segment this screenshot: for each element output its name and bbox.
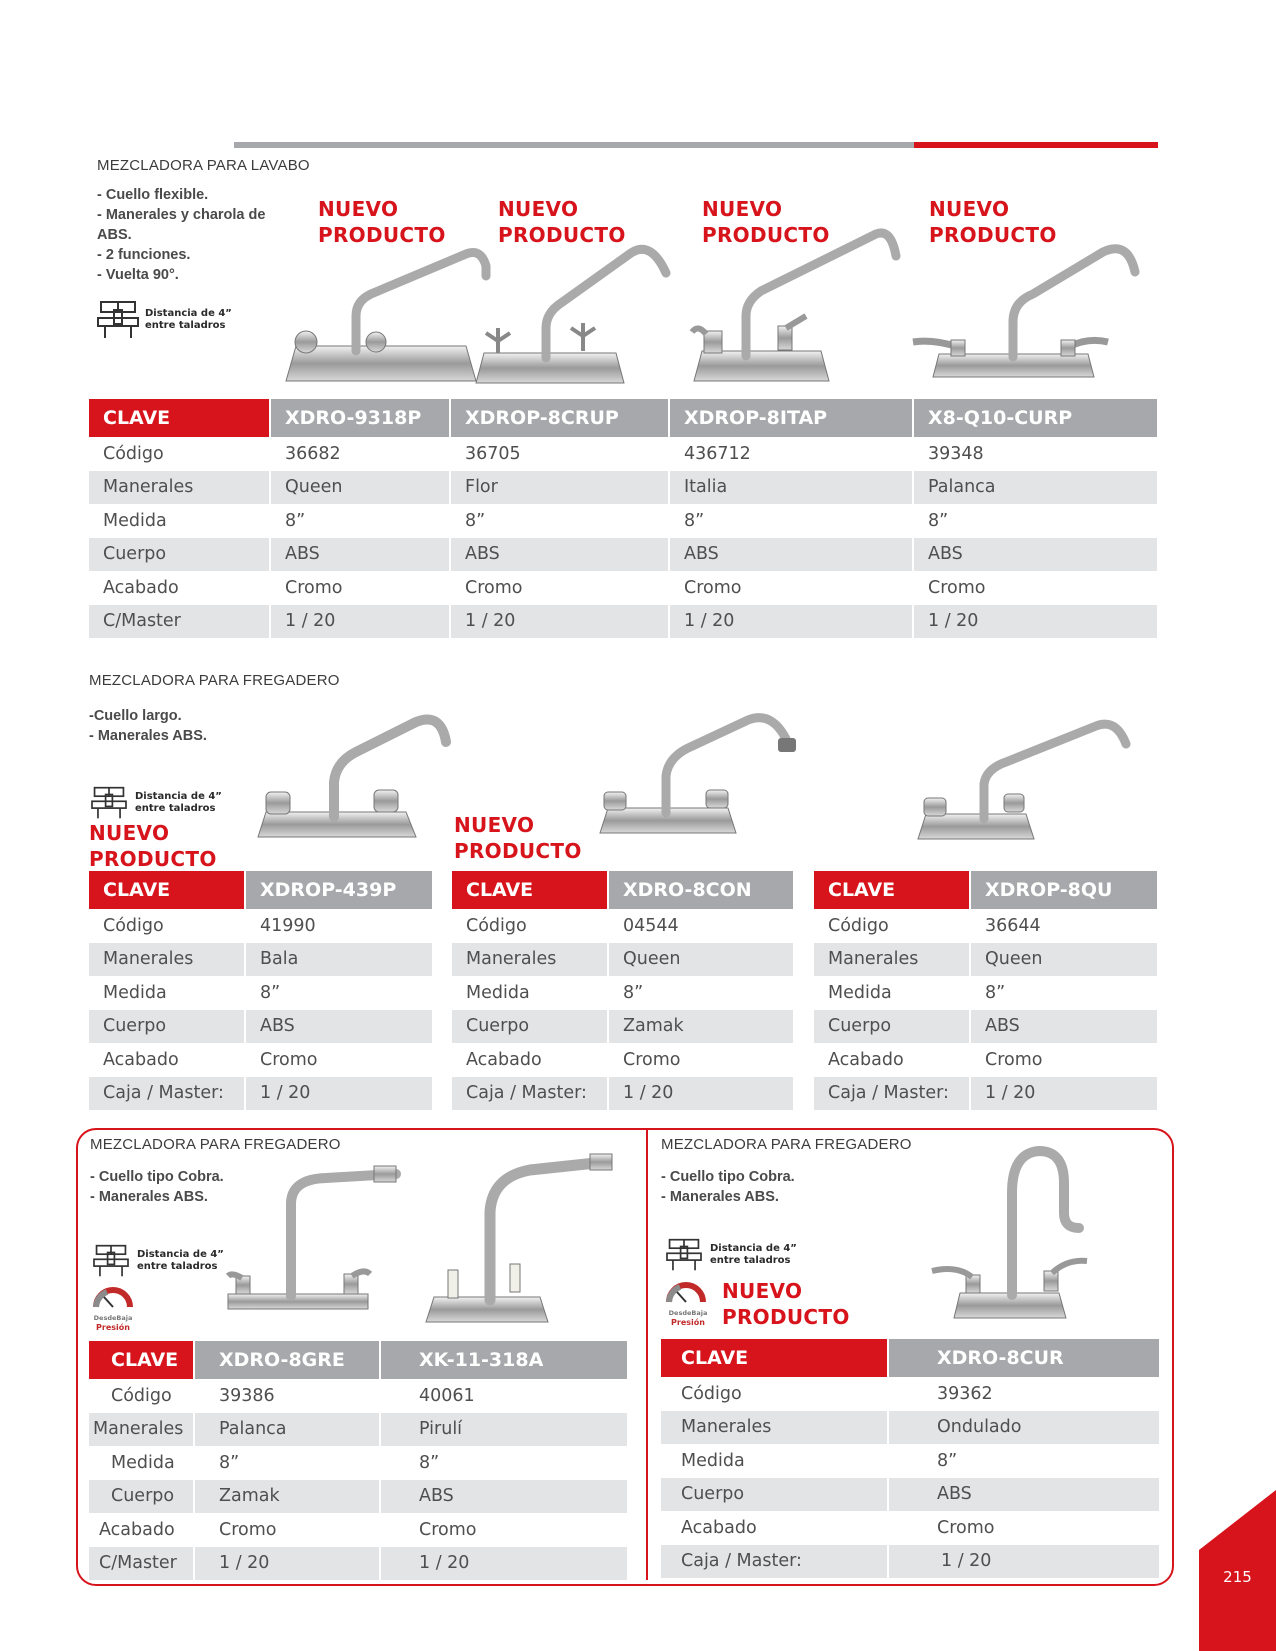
model-code: XDROP-439P — [246, 871, 434, 909]
drill-distance-icon — [664, 1238, 704, 1272]
table-row — [89, 976, 434, 1010]
feature-line: - Manerales ABS. — [661, 1189, 779, 1205]
table-cell: 8” — [914, 504, 1159, 538]
table-cell: Zamak — [609, 1010, 795, 1044]
table-cell: Cuerpo — [452, 1010, 609, 1044]
table-header-row — [814, 871, 1159, 909]
table-cell: 8” — [670, 504, 914, 538]
cobra-left-title: MEZCLADORA PARA FREGADERO — [90, 1136, 341, 1153]
drill-distance-badge — [91, 1244, 224, 1278]
table-row — [661, 1545, 1161, 1579]
low-pressure-badge — [92, 1287, 134, 1332]
table-cell: Caja / Master: — [814, 1077, 971, 1111]
table-cell: 8” — [271, 504, 451, 538]
feature-line: - Manerales y charola de — [97, 207, 266, 223]
table-cell: 1 / 20 — [889, 1545, 1161, 1579]
new-product-badge — [89, 820, 217, 872]
feature-line: - 2 funciones. — [97, 247, 191, 263]
table-cell: ABS — [971, 1010, 1159, 1044]
faucet-image-xdro-8gre — [226, 1164, 406, 1314]
table-row — [89, 1480, 629, 1514]
table-row — [89, 437, 1159, 471]
cobra-right-title: MEZCLADORA PARA FREGADERO — [661, 1136, 912, 1153]
table-cell: Manerales — [89, 1413, 195, 1447]
table-header-row — [89, 399, 1159, 437]
pressure-label-line: DesdeBaja — [93, 1314, 133, 1322]
table-row — [814, 1043, 1159, 1077]
new-product-label: PRODUCTO — [702, 223, 830, 247]
faucet-image-xk-11-318a — [420, 1152, 620, 1327]
table-cell: Medida — [89, 976, 246, 1010]
table-row — [89, 1513, 629, 1547]
table-row — [814, 1077, 1159, 1111]
table-cell: Queen — [971, 943, 1159, 977]
table-cell: 1 / 20 — [914, 605, 1159, 639]
cobra-right-spec-table — [661, 1339, 1161, 1578]
faucet-image-xdrop-8itap — [686, 226, 916, 386]
table-row — [89, 471, 1159, 505]
table-header-row — [661, 1339, 1161, 1377]
table-cell: Cromo — [195, 1513, 381, 1547]
clave-header: CLAVE — [814, 871, 971, 909]
table-cell: 39386 — [195, 1379, 381, 1413]
new-product-label: PRODUCTO — [454, 839, 582, 863]
pressure-label-line: Presión — [96, 1323, 130, 1332]
pressure-gauge-icon — [665, 1282, 707, 1304]
model-code: XDRO-8GRE — [195, 1341, 381, 1379]
table-header-row — [89, 871, 434, 909]
new-product-label: NUEVO — [89, 821, 170, 845]
table-cell: Cromo — [246, 1043, 434, 1077]
drill-distance-icon — [89, 786, 129, 820]
new-product-label: PRODUCTO — [318, 223, 446, 247]
new-product-label: NUEVO — [929, 197, 1010, 221]
drill-distance-icon — [91, 1244, 131, 1278]
table-cell: Pirulí — [381, 1413, 629, 1447]
new-product-badge — [454, 812, 582, 864]
page-tab — [1199, 1550, 1276, 1651]
table-cell: Italia — [670, 471, 914, 505]
table-row — [89, 538, 1159, 572]
table-row — [661, 1377, 1161, 1411]
table-cell: 36682 — [271, 437, 451, 471]
model-code: XDROP-8CRUP — [451, 399, 670, 437]
table-row — [89, 1413, 629, 1447]
table-cell: Cromo — [271, 571, 451, 605]
fregadero-section-title: MEZCLADORA PARA FREGADERO — [89, 672, 340, 689]
drill-label-line: entre taladros — [145, 320, 226, 331]
pressure-label-line: DesdeBaja — [668, 1309, 708, 1317]
table-cell: 8” — [889, 1444, 1161, 1478]
model-code: XDRO-8CUR — [889, 1339, 1161, 1377]
new-product-label: PRODUCTO — [929, 223, 1057, 247]
new-product-label: PRODUCTO — [722, 1305, 850, 1329]
feature-line: - Cuello flexible. — [97, 187, 209, 203]
clave-header: CLAVE — [89, 399, 271, 437]
clave-header: CLAVE — [89, 871, 246, 909]
new-product-label: PRODUCTO — [498, 223, 626, 247]
drill-distance-badge — [89, 786, 222, 820]
table-cell: 36705 — [451, 437, 670, 471]
table-row — [452, 1043, 795, 1077]
table-cell: Manerales — [89, 471, 271, 505]
table-cell: Queen — [609, 943, 795, 977]
table-row — [814, 943, 1159, 977]
table-cell: 04544 — [609, 909, 795, 943]
table-cell: Manerales — [89, 943, 246, 977]
table-cell: Ondulado — [889, 1411, 1161, 1445]
table-row — [452, 976, 795, 1010]
table-row — [452, 943, 795, 977]
cobra-left-features — [90, 1167, 224, 1207]
table-cell: 40061 — [381, 1379, 629, 1413]
feature-line: - Manerales ABS. — [90, 1189, 208, 1205]
table-cell: 1 / 20 — [271, 605, 451, 639]
model-code: XDROP-8ITAP — [670, 399, 914, 437]
low-pressure-badge — [665, 1282, 711, 1327]
cobra-left-spec-table — [89, 1341, 629, 1580]
table-row — [661, 1511, 1161, 1545]
feature-line: - Cuello tipo Cobra. — [90, 1169, 224, 1185]
table-cell: Manerales — [661, 1411, 889, 1445]
table-cell: ABS — [246, 1010, 434, 1044]
table-cell: Cromo — [451, 571, 670, 605]
new-product-label: NUEVO — [702, 197, 783, 221]
model-code: XDRO-8CON — [609, 871, 795, 909]
table-cell: ABS — [271, 538, 451, 572]
table-cell: Acabado — [814, 1043, 971, 1077]
table-cell: Caja / Master: — [89, 1077, 246, 1111]
table-row — [89, 1446, 629, 1480]
table-row — [89, 909, 434, 943]
table-cell: 1 / 20 — [670, 605, 914, 639]
faucet-image-xdro-8cur — [924, 1143, 1094, 1323]
table-cell: 1 / 20 — [609, 1077, 795, 1111]
faucet-image-xdrop-439p — [256, 712, 466, 842]
drill-distance-icon — [97, 300, 139, 340]
fregadero-spec-table-1 — [89, 871, 434, 1110]
table-cell: 436712 — [670, 437, 914, 471]
table-row — [89, 1379, 629, 1413]
table-row — [661, 1478, 1161, 1512]
table-cell: Acabado — [661, 1511, 889, 1545]
page-tab-corner — [1199, 1490, 1276, 1550]
table-row — [452, 909, 795, 943]
table-cell: 41990 — [246, 909, 434, 943]
table-cell: ABS — [381, 1480, 629, 1514]
table-row — [452, 1077, 795, 1111]
feature-line: - Manerales ABS. — [89, 728, 207, 744]
table-cell: 1 / 20 — [246, 1077, 434, 1111]
table-cell: Medida — [89, 1446, 195, 1480]
table-row — [452, 1010, 795, 1044]
table-cell: Queen — [271, 471, 451, 505]
table-cell: 36644 — [971, 909, 1159, 943]
table-cell: Medida — [89, 504, 271, 538]
table-row — [89, 943, 434, 977]
table-cell: ABS — [451, 538, 670, 572]
table-cell: Código — [89, 909, 246, 943]
clave-header: CLAVE — [89, 1341, 195, 1379]
cobra-right-features — [661, 1167, 795, 1207]
table-cell: C/Master — [89, 1547, 195, 1581]
table-cell: 1 / 20 — [195, 1547, 381, 1581]
table-cell: Código — [89, 1379, 195, 1413]
new-product-label: NUEVO — [454, 813, 535, 837]
table-cell: Código — [89, 437, 271, 471]
table-cell: 8” — [451, 504, 670, 538]
fregadero-features — [89, 706, 207, 746]
table-row — [89, 571, 1159, 605]
pressure-gauge-icon — [92, 1287, 134, 1309]
table-cell: ABS — [914, 538, 1159, 572]
new-product-badge — [318, 196, 446, 248]
drill-label-line: Distancia de 4” — [710, 1243, 797, 1254]
table-cell: Cromo — [381, 1513, 629, 1547]
table-row — [89, 1077, 434, 1111]
drill-distance-badge — [97, 300, 232, 340]
table-cell: Medida — [661, 1444, 889, 1478]
table-cell: Cuerpo — [661, 1478, 889, 1512]
table-cell: 8” — [246, 976, 434, 1010]
pressure-label-line: Presión — [671, 1318, 705, 1327]
new-product-badge — [722, 1278, 850, 1330]
table-row — [814, 1010, 1159, 1044]
feature-line: -Cuello largo. — [89, 708, 182, 724]
table-cell: Caja / Master: — [661, 1545, 889, 1579]
table-cell: 8” — [609, 976, 795, 1010]
table-row — [814, 909, 1159, 943]
table-cell: Código — [452, 909, 609, 943]
table-cell: Manerales — [814, 943, 971, 977]
table-cell: Cuerpo — [814, 1010, 971, 1044]
drill-label-line: Distancia de 4” — [145, 308, 232, 319]
table-cell: Cromo — [670, 571, 914, 605]
new-product-label: PRODUCTO — [89, 847, 217, 871]
lavabo-features — [97, 185, 265, 285]
faucet-image-x8-q10-curp — [903, 232, 1153, 382]
table-cell: ABS — [670, 538, 914, 572]
table-cell: 8” — [381, 1446, 629, 1480]
table-cell: Acabado — [452, 1043, 609, 1077]
fregadero-spec-table-3 — [814, 871, 1159, 1110]
new-product-label: NUEVO — [318, 197, 399, 221]
table-cell: Cromo — [914, 571, 1159, 605]
table-cell: Zamak — [195, 1480, 381, 1514]
drill-label-line: entre taladros — [137, 1261, 218, 1272]
clave-header: CLAVE — [452, 871, 609, 909]
clave-header: CLAVE — [661, 1339, 889, 1377]
model-code: XDROP-8QU — [971, 871, 1159, 909]
faucet-image-xdrop-8qu — [916, 714, 1136, 844]
table-header-row — [89, 1341, 629, 1379]
table-cell: Código — [661, 1377, 889, 1411]
faucet-image-xdro-8con — [598, 708, 818, 843]
drill-distance-badge — [664, 1238, 797, 1272]
new-product-label: NUEVO — [498, 197, 579, 221]
table-cell: Cromo — [971, 1043, 1159, 1077]
model-code: XDRO-9318P — [271, 399, 451, 437]
table-cell: Palanca — [914, 471, 1159, 505]
feature-line: - Cuello tipo Cobra. — [661, 1169, 795, 1185]
table-cell: Palanca — [195, 1413, 381, 1447]
drill-label-line: Distancia de 4” — [135, 791, 222, 802]
fregadero-spec-table-2 — [452, 871, 795, 1110]
table-cell: Manerales — [452, 943, 609, 977]
table-cell: 8” — [195, 1446, 381, 1480]
cobra-section-divider — [646, 1128, 648, 1580]
table-cell: Acabado — [89, 571, 271, 605]
table-cell: Acabado — [89, 1513, 195, 1547]
table-cell: Flor — [451, 471, 670, 505]
feature-line: ABS. — [97, 227, 132, 243]
table-cell: 1 / 20 — [381, 1547, 629, 1581]
table-cell: 1 / 20 — [971, 1077, 1159, 1111]
new-product-label: NUEVO — [722, 1279, 803, 1303]
top-rule-gray — [234, 142, 914, 148]
table-row — [814, 976, 1159, 1010]
table-cell: 39362 — [889, 1377, 1161, 1411]
table-cell: Caja / Master: — [452, 1077, 609, 1111]
top-rule-red — [914, 142, 1158, 148]
table-cell: 39348 — [914, 437, 1159, 471]
table-cell: Cuerpo — [89, 1480, 195, 1514]
lavabo-section-title: MEZCLADORA PARA LAVABO — [97, 157, 310, 174]
table-cell: Cuerpo — [89, 538, 271, 572]
table-cell: Medida — [452, 976, 609, 1010]
table-cell: C/Master — [89, 605, 271, 639]
table-cell: Medida — [814, 976, 971, 1010]
faucet-image-xdrop-8crup — [466, 238, 696, 388]
drill-label-line: Distancia de 4” — [137, 1249, 224, 1260]
table-row — [661, 1444, 1161, 1478]
feature-line: - Vuelta 90°. — [97, 267, 179, 283]
table-cell: 8” — [971, 976, 1159, 1010]
table-row — [661, 1411, 1161, 1445]
table-cell: Cromo — [889, 1511, 1161, 1545]
table-cell: Código — [814, 909, 971, 943]
drill-label-line: entre taladros — [710, 1255, 791, 1266]
drill-label-line: entre taladros — [135, 803, 216, 814]
table-row — [89, 1547, 629, 1581]
table-cell: Cromo — [609, 1043, 795, 1077]
table-cell: Acabado — [89, 1043, 246, 1077]
table-row — [89, 504, 1159, 538]
table-cell: Bala — [246, 943, 434, 977]
table-cell: Cuerpo — [89, 1010, 246, 1044]
table-row — [89, 1010, 434, 1044]
table-row — [89, 1043, 434, 1077]
page-number: 215 — [1223, 1568, 1252, 1586]
model-code: XK-11-318A — [381, 1341, 629, 1379]
lavabo-spec-table — [89, 399, 1159, 638]
table-cell: ABS — [889, 1478, 1161, 1512]
table-header-row — [452, 871, 795, 909]
table-row — [89, 605, 1159, 639]
table-cell: 1 / 20 — [451, 605, 670, 639]
model-code: X8-Q10-CURP — [914, 399, 1159, 437]
